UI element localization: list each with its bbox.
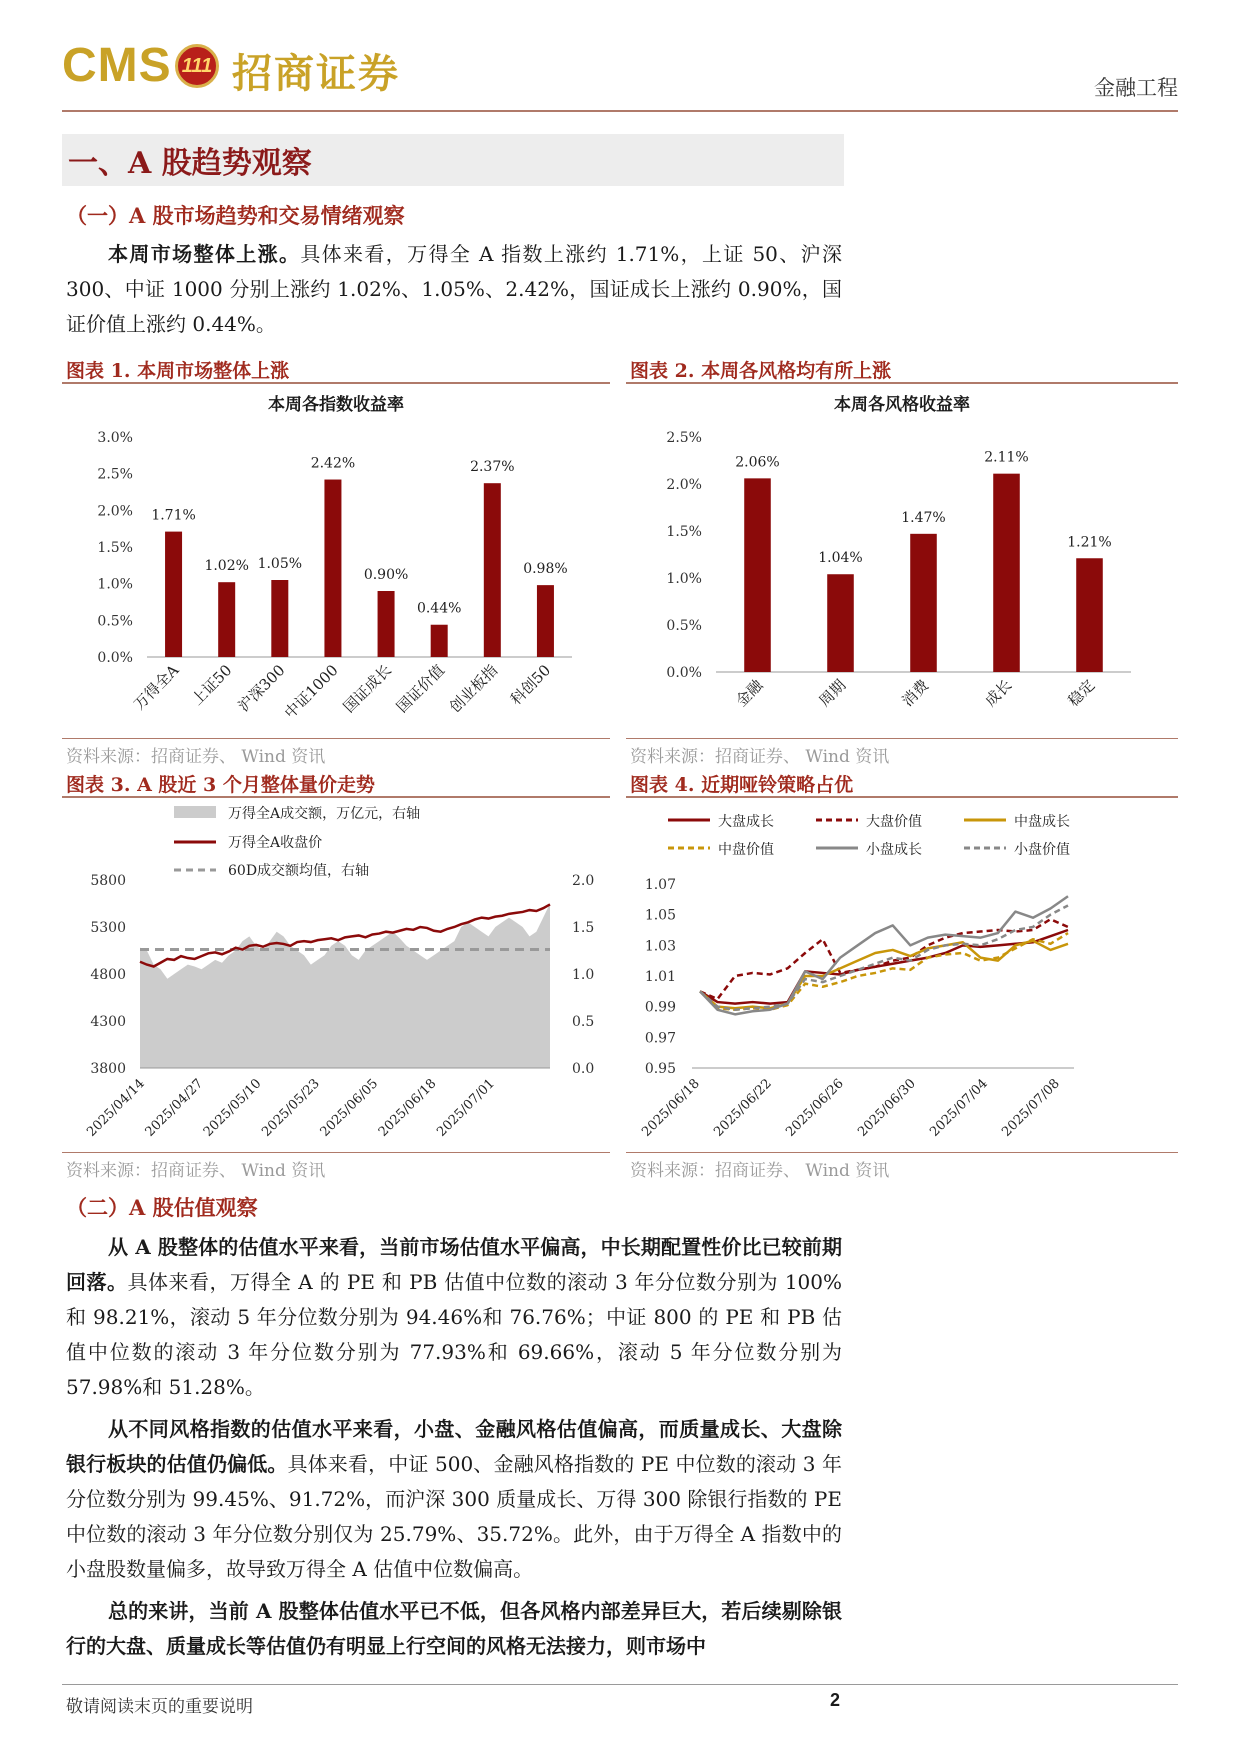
figure-2-title: 图表 2. 本周各风格均有所上涨 <box>630 360 892 382</box>
x-tick-label: 2025/06/26 <box>783 1076 847 1140</box>
y-tick-label: 0.0% <box>666 665 702 681</box>
bar-data-label: 1.04% <box>818 550 863 567</box>
paragraph-1-body: 具体来看，万得全 A 指数上涨约 1.71%，上证 50、沪深 300、中证 1000 分别上涨约 1.02%、1.05%、2.42%，国证成长上涨约 0.90%，国证价值上涨约 0.44%。 <box>66 242 842 336</box>
x-tick-label: 成长 <box>981 676 1016 711</box>
y-left-tick-label: 3800 <box>90 1061 126 1077</box>
y-left-tick-label: 5800 <box>90 873 126 889</box>
legend-label: 小盘成长 <box>866 842 922 858</box>
bar <box>744 478 771 672</box>
x-tick-label: 2025/05/10 <box>200 1076 265 1140</box>
footer-disclaimer: 敬请阅读末页的重要说明 <box>66 1697 253 1717</box>
figure-4-bottom-rule <box>626 1152 1178 1153</box>
y-tick-label: 1.03 <box>644 938 676 955</box>
series-line <box>700 896 1068 1014</box>
bar-data-label: 2.11% <box>984 449 1029 466</box>
x-tick-label: 周期 <box>815 676 850 711</box>
figure-1-title: 图表 1. 本周市场整体上涨 <box>66 360 290 382</box>
bar <box>324 480 341 657</box>
x-tick-label: 国证价值 <box>392 661 449 717</box>
chart-1-bar <box>62 415 610 730</box>
x-tick-label: 2025/04/27 <box>142 1076 207 1140</box>
figure-2-rule <box>626 382 1178 384</box>
y-tick-label: 1.05 <box>644 907 676 924</box>
x-tick-label: 2025/06/22 <box>711 1076 775 1140</box>
legend-swatch-turnover <box>174 806 216 818</box>
legend-label: 中盘价值 <box>718 842 774 858</box>
series-line <box>700 905 1068 1009</box>
turnover-area <box>140 904 550 1069</box>
paragraph-2-body: 具体来看，万得全 A 的 PE 和 PB 估值中位数的滚动 3 年分位数分别为 100%和 98.21%，滚动 5 年分位数分别为 94.46%和 76.76%；中证 800 的 PE 和 PB 估值中位数的滚动 3 年分位数分别为 77.93%和 69.66%，滚动 5 年分位数分别为 57.98%和 51.28%。 <box>66 1270 842 1399</box>
bar <box>165 532 182 657</box>
x-tick-label: 中证1000 <box>280 661 342 723</box>
x-tick-label: 创业板指 <box>445 661 502 717</box>
logo-cms: CMS <box>62 39 172 92</box>
bar <box>271 580 288 657</box>
bar <box>993 474 1020 672</box>
bar <box>910 534 937 672</box>
x-tick-label: 2025/06/05 <box>317 1076 382 1140</box>
section-title: 一、A 股趋势观察 <box>68 146 312 181</box>
legend-label: 大盘价值 <box>866 814 922 830</box>
department-label: 金融工程 <box>1094 76 1178 100</box>
y-tick-label: 1.5% <box>97 540 133 556</box>
figure-4-source: 资料来源：招商证券、 Wind 资讯 <box>630 1161 890 1181</box>
bar <box>378 591 395 657</box>
x-tick-label: 沪深300 <box>234 661 289 716</box>
bar <box>537 585 554 657</box>
figure-1-bottom-rule <box>62 738 610 739</box>
legend-label: 大盘成长 <box>718 814 774 830</box>
bar-data-label: 1.71% <box>151 507 196 524</box>
x-tick-label: 2025/05/23 <box>259 1076 323 1140</box>
figure-3-bottom-rule <box>62 1152 610 1153</box>
paragraph-1-lead: 本周市场整体上涨。 <box>108 242 301 266</box>
figure-1-rule <box>62 382 610 384</box>
y-left-tick-label: 5300 <box>90 920 126 936</box>
x-tick-label: 消费 <box>898 676 933 711</box>
subsection-title-2: （二）A 股估值观察 <box>66 1195 258 1220</box>
y-tick-label: 1.0% <box>97 576 133 593</box>
y-tick-label: 2.0% <box>97 503 133 520</box>
logo-company-name: 招商证券 <box>232 50 400 97</box>
x-tick-label: 金融 <box>732 676 767 711</box>
bar-data-label: 1.02% <box>204 558 249 575</box>
y-right-tick-label: 0.0 <box>572 1061 595 1077</box>
header-divider <box>62 110 1178 112</box>
y-left-tick-label: 4800 <box>90 967 126 983</box>
chart-2-title: 本周各风格收益率 <box>834 395 970 415</box>
chart-2-bar <box>626 415 1178 730</box>
y-tick-label: 1.5% <box>666 524 702 540</box>
bar-data-label: 0.98% <box>523 561 568 578</box>
legend-label: 万得全A收盘价 <box>228 835 323 851</box>
paragraph-4-lead: 总的来讲，当前 A 股整体估值水平已不低，但各风格内部差异巨大，若后续剔除银行的大盘、质量成长等估值仍有明显上行空间的风格无法接力，则市场中 <box>66 1599 842 1658</box>
y-right-tick-label: 1.5 <box>572 920 595 936</box>
y-left-tick-label: 4300 <box>90 1014 126 1030</box>
figure-4-title: 图表 4. 近期哑铃策略占优 <box>630 774 854 796</box>
figure-3-title: 图表 3. A 股近 3 个月整体量价走势 <box>66 774 375 796</box>
y-tick-label: 1.0% <box>666 571 702 587</box>
y-tick-label: 0.5% <box>666 618 702 634</box>
paragraph-2-lead: 从 A 股整体的估值水平来看，当前市场估值水平偏高，中长期配置性价比已较前期回落。 <box>66 1235 842 1294</box>
bar <box>218 582 235 657</box>
paragraph-1 <box>66 237 842 342</box>
y-right-tick-label: 1.0 <box>572 967 595 983</box>
x-tick-label: 2025/06/30 <box>855 1076 919 1140</box>
chart-4-line <box>626 798 1178 1148</box>
figure-2-source: 资料来源：招商证券、 Wind 资讯 <box>630 747 890 767</box>
chart-1-title: 本周各指数收益率 <box>268 395 404 415</box>
paragraph-3-lead: 从不同风格指数的估值水平来看，小盘、金融风格估值偏高，而质量成长、大盘除银行板块的估值仍偏低。 <box>66 1417 842 1476</box>
legend-label: 60D成交额均值，右轴 <box>228 863 370 879</box>
legend-label: 小盘价值 <box>1014 842 1070 858</box>
x-tick-label: 2025/06/18 <box>639 1076 703 1140</box>
figure-3-source: 资料来源：招商证券、 Wind 资讯 <box>66 1161 326 1181</box>
footer-divider <box>62 1684 1178 1685</box>
y-tick-label: 0.97 <box>644 1030 676 1047</box>
y-right-tick-label: 0.5 <box>572 1014 595 1030</box>
paragraph-3 <box>66 1412 842 1587</box>
y-tick-label: 2.5% <box>97 466 133 483</box>
bar <box>827 574 854 672</box>
bar <box>1076 558 1103 672</box>
bar-data-label: 1.21% <box>1067 534 1112 551</box>
x-tick-label: 2025/06/18 <box>375 1076 440 1140</box>
y-tick-label: 0.95 <box>644 1061 676 1077</box>
y-tick-label: 0.99 <box>644 999 676 1016</box>
page-number: 2 <box>830 1690 841 1710</box>
subsection-title-1: （一）A 股市场趋势和交易情绪观察 <box>66 203 405 228</box>
chart-3-line <box>62 798 610 1148</box>
y-tick-label: 1.01 <box>644 969 676 985</box>
x-tick-label: 2025/07/04 <box>927 1076 991 1140</box>
paragraph-4 <box>66 1594 842 1664</box>
x-tick-label: 万得全A <box>130 661 183 714</box>
bar-data-label: 2.06% <box>735 454 780 471</box>
bar-data-label: 2.37% <box>470 459 515 476</box>
bar-data-label: 2.42% <box>310 455 356 472</box>
y-tick-label: 0.5% <box>97 613 133 630</box>
x-tick-label: 2025/07/08 <box>999 1076 1063 1140</box>
logo-badge-icon: 111 <box>175 44 219 88</box>
x-tick-label: 2025/07/01 <box>434 1076 498 1140</box>
bar-data-label: 0.44% <box>416 600 462 617</box>
legend-label: 中盘成长 <box>1014 814 1070 830</box>
y-tick-label: 2.5% <box>666 430 702 446</box>
bar <box>431 625 448 657</box>
figure-1-source: 资料来源：招商证券、 Wind 资讯 <box>66 747 326 767</box>
legend-label: 万得全A成交额，万亿元，右轴 <box>228 806 421 822</box>
bar-data-label: 1.05% <box>257 556 303 572</box>
x-tick-label: 科创50 <box>506 661 555 709</box>
y-tick-label: 3.0% <box>97 430 133 446</box>
series-line <box>700 930 1068 1004</box>
figure-2-bottom-rule <box>626 738 1178 739</box>
y-right-tick-label: 2.0 <box>572 873 595 889</box>
x-tick-label: 稳定 <box>1064 676 1099 711</box>
x-tick-label: 国证成长 <box>339 661 395 717</box>
paragraph-2 <box>66 1230 842 1405</box>
y-tick-label: 1.07 <box>644 877 676 893</box>
y-tick-label: 2.0% <box>666 477 702 493</box>
x-tick-label: 上证50 <box>188 661 236 709</box>
bar-data-label: 1.47% <box>901 509 946 526</box>
paragraph-3-body: 具体来看，中证 500、金融风格指数的 PE 中位数的滚动 3 年分位数分别为 99.45%、91.72%，而沪深 300 质量成长、万得 300 除银行指数的 PE 中位数的滚动 3 年分位数分别仅为 25.79%、35.72%。此外，由于万得全 A 指数中的小盘股数量偏多，故导致万得全 A 估值中位数偏高。 <box>66 1452 843 1581</box>
bar <box>484 483 501 657</box>
bar-data-label: 0.90% <box>363 567 409 583</box>
y-tick-label: 0.0% <box>97 650 133 666</box>
x-tick-label: 2025/04/14 <box>84 1076 148 1140</box>
